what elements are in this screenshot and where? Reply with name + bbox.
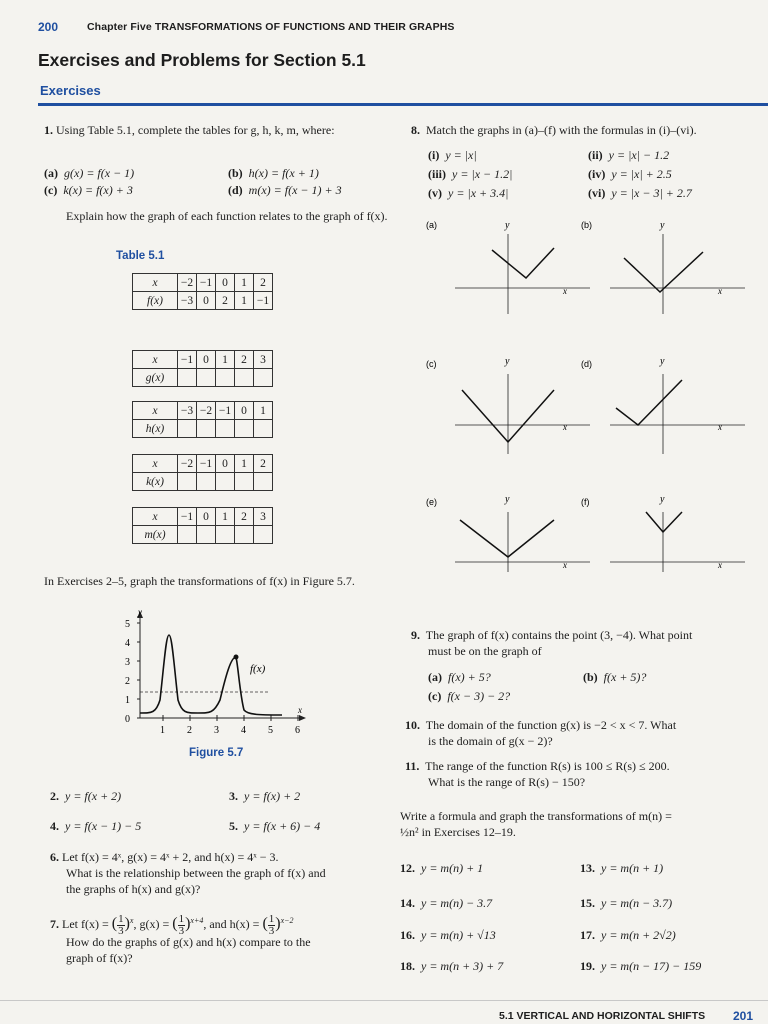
table-value-cell[interactable] (235, 420, 254, 438)
table-value-cell[interactable] (235, 526, 254, 544)
table-f (132, 273, 273, 310)
chapter-heading: Chapter Five TRANSFORMATIONS OF FUNCTIONS AND THEIR GRAPHS (87, 21, 455, 33)
ex9-part-a: (a) f(x) + 5? (428, 670, 491, 684)
svg-text:y: y (660, 220, 665, 231)
table-row-label: g(x) (133, 369, 178, 387)
x-axis-arrow (299, 715, 306, 721)
table-value-cell[interactable] (197, 369, 216, 387)
formula-iv: (iv) y = |x| + 2.5 (588, 167, 672, 181)
table-value-cell[interactable] (235, 473, 254, 491)
table-value-cell[interactable] (178, 369, 197, 387)
graph-c (426, 356, 590, 454)
graph-d (581, 356, 745, 454)
table-row-label: f(x) (133, 292, 178, 310)
svg-text:(d): (d) (581, 359, 592, 369)
table-x-cell: −1 (197, 455, 216, 473)
table-x-cell: 1 (216, 508, 235, 526)
svg-text:x: x (718, 286, 722, 296)
section-subtitle: Exercises (40, 83, 101, 98)
ex1-part-d: (d) m(x) = f(x − 1) + 3 (228, 183, 342, 197)
svg-text:y: y (660, 494, 665, 505)
exercise-9: 9. The graph of f(x) contains the point (3, −4). What point must be on the graph of (411, 628, 693, 658)
fig-xlabel: x (298, 705, 302, 715)
table-value-cell[interactable] (216, 526, 235, 544)
table-header-cell: x (133, 351, 178, 369)
ex1-part-b: (b) h(x) = f(x + 1) (228, 166, 319, 180)
section-title: Exercises and Problems for Section 5.1 (38, 50, 366, 70)
table-x-cell: −1 (178, 351, 197, 369)
value-table (132, 350, 273, 387)
table-x-cell: −2 (178, 455, 197, 473)
footer-page-number: 201 (733, 1009, 754, 1023)
table-value-cell[interactable] (254, 473, 273, 491)
table-value-cell[interactable] (178, 526, 197, 544)
table-value-cell[interactable] (254, 526, 273, 544)
table-x-cell: −2 (197, 402, 216, 420)
y-tick-label: 4 (125, 638, 130, 649)
table-x-cell: 3 (254, 508, 273, 526)
exercise-18: 18. y = m(n + 3) + 7 (400, 959, 504, 973)
x-tick-label: 3 (214, 725, 219, 736)
ex9-part-c: (c) f(x − 3) − 2? (428, 689, 511, 703)
table-value-cell: 1 (235, 292, 254, 310)
exercise-7: 7. Let $f(x) = (\frac{1}{3})^x$, $g(x) = (\frac{1}{3})^{x+4}$, and $h(x) = (\frac{1}{3})^{x-2}$ How do the graphs of g(x) and h(x) compare to the graph of f(x)? (50, 912, 311, 965)
table-x-cell: 1 (235, 274, 254, 292)
table-value-cell: −3 (178, 292, 197, 310)
curve-f (140, 635, 282, 715)
svg-text:(b): (b) (581, 220, 592, 230)
ex2-5-intro: In Exercises 2–5, graph the transformations of f(x) in Figure 5.7. (44, 574, 355, 588)
formula-ii: (ii) y = |x| − 1.2 (588, 148, 670, 162)
figure-caption: Figure 5.7 (189, 747, 244, 759)
graph-e (426, 494, 590, 572)
exercise-13: 13. y = m(n + 1) (580, 861, 664, 875)
y-tick-label: 3 (125, 657, 130, 668)
table-value-cell: 0 (197, 292, 216, 310)
exercise-8: 8. Match the graphs in (a)–(f) with the formulas in (i)–(vi). (411, 123, 697, 137)
footer-section: 5.1 VERTICAL AND HORIZONTAL SHIFTS (499, 1010, 706, 1022)
exercise-12: 12. y = m(n) + 1 (400, 861, 484, 875)
table-x-cell: 2 (254, 274, 273, 292)
svg-text:y: y (505, 356, 510, 367)
page-number: 200 (38, 20, 59, 34)
table-x-cell: 2 (235, 508, 254, 526)
section-rule (38, 103, 768, 106)
svg-text:x: x (718, 422, 722, 432)
ex1-explain: Explain how the graph of each function relates to the graph of f(x). (66, 209, 388, 223)
svg-text:x: x (563, 422, 567, 432)
table-x-cell: 0 (216, 274, 235, 292)
table-value-cell[interactable] (178, 420, 197, 438)
exercise-number: 1. (44, 123, 53, 137)
table-k (132, 454, 273, 491)
y-tick-label: 1 (125, 695, 130, 706)
table-value-cell[interactable] (235, 369, 254, 387)
table-value-cell[interactable] (197, 526, 216, 544)
graph-f (581, 494, 745, 572)
graph-b (581, 220, 745, 314)
svg-text:x: x (718, 560, 722, 570)
y-tick-label: 2 (125, 676, 130, 687)
table-x-cell: 0 (235, 402, 254, 420)
table-row-label: h(x) (133, 420, 178, 438)
table-x-cell: 3 (254, 351, 273, 369)
table-header-cell: x (133, 455, 178, 473)
table-x-cell: 0 (216, 455, 235, 473)
match-graphs (420, 212, 760, 582)
footer-rule (0, 1000, 768, 1001)
table-caption: Table 5.1 (116, 250, 165, 262)
formula-i: (i) y = |x| (428, 148, 477, 162)
fig-ylabel: y (138, 607, 142, 617)
ex1-part-c: (c) k(x) = f(x) + 3 (44, 183, 133, 197)
x-tick-label: 6 (295, 725, 300, 736)
table-value-cell[interactable] (197, 420, 216, 438)
x-tick-label: 5 (268, 725, 273, 736)
table-m (132, 507, 273, 544)
x-tick-label: 4 (241, 725, 246, 736)
table-x-cell: −1 (178, 508, 197, 526)
value-table (132, 273, 273, 310)
table-header-cell: x (133, 402, 178, 420)
table-x-cell: 2 (254, 455, 273, 473)
svg-text:y: y (660, 356, 665, 367)
exercise-16: 16. y = m(n) + √13 (400, 928, 496, 942)
table-x-cell: 1 (216, 351, 235, 369)
table-value-cell[interactable] (216, 369, 235, 387)
exercise-15: 15. y = m(n − 3.7) (580, 896, 673, 910)
table-x-cell: −1 (197, 274, 216, 292)
table-x-cell: −3 (178, 402, 197, 420)
table-value-cell[interactable] (254, 369, 273, 387)
formula-vi: (vi) y = |x − 3| + 2.7 (588, 186, 692, 200)
table-value-cell[interactable] (178, 473, 197, 491)
svg-text:(f): (f) (581, 497, 590, 507)
svg-text:(e): (e) (426, 497, 437, 507)
exercise-14: 14. y = m(n) − 3.7 (400, 896, 493, 910)
svg-text:x: x (563, 560, 567, 570)
table-x-cell: −2 (178, 274, 197, 292)
table-g (132, 350, 273, 387)
value-table (132, 401, 273, 438)
exercise-10: 10. The domain of the function g(x) is −2 < x < 7. What is the domain of g(x − 2)? (405, 718, 677, 748)
table-h (132, 401, 273, 438)
exercise-4: 4. y = f(x − 1) − 5 (50, 819, 142, 833)
table-value-cell[interactable] (254, 420, 273, 438)
x-tick-label: 1 (160, 725, 165, 736)
svg-text:x: x (563, 286, 567, 296)
exercise-text: Using Table 5.1, complete the tables for g, h, k, m, where: (56, 123, 335, 137)
table-row-label: k(x) (133, 473, 178, 491)
table-header-cell: x (133, 508, 178, 526)
exercise-5: 5. y = f(x + 6) − 4 (229, 819, 321, 833)
table-x-cell: 2 (235, 351, 254, 369)
value-table (132, 454, 273, 491)
figure-5-7 (110, 605, 330, 745)
table-header-cell: x (133, 274, 178, 292)
table-value-cell[interactable] (197, 473, 216, 491)
table-value-cell: −1 (254, 292, 273, 310)
svg-text:y: y (505, 220, 510, 231)
ex9-part-b: (b) f(x + 5)? (583, 670, 647, 684)
exercise-1 (44, 122, 384, 138)
table-value-cell[interactable] (216, 420, 235, 438)
formula-v: (v) y = |x + 3.4| (428, 186, 509, 200)
table-x-cell: −1 (216, 402, 235, 420)
exercise-17: 17. y = m(n + 2√2) (580, 928, 676, 942)
ex1-part-a: (a) g(x) = f(x − 1) (44, 166, 135, 180)
table-row-label: m(x) (133, 526, 178, 544)
exercise-19: 19. y = m(n − 17) − 159 (580, 959, 702, 973)
table-x-cell: 1 (235, 455, 254, 473)
x-tick-label: 2 (187, 725, 192, 736)
table-x-cell: 0 (197, 351, 216, 369)
table-value-cell[interactable] (216, 473, 235, 491)
y-tick-label: 5 (125, 619, 130, 630)
exercise-11: 11. The range of the function R(s) is 100 ≤ R(s) ≤ 200. What is the range of R(s) − 150? (405, 759, 670, 789)
y-tick-label: 0 (125, 714, 130, 725)
value-table (132, 507, 273, 544)
table-value-cell: 2 (216, 292, 235, 310)
curve-point (234, 655, 239, 660)
exercise-3: 3. y = f(x) + 2 (229, 789, 301, 803)
curve-label: f(x) (250, 663, 266, 675)
table-x-cell: 1 (254, 402, 273, 420)
exercise-2: 2. y = f(x + 2) (50, 789, 122, 803)
graph-a (426, 220, 590, 314)
svg-text:y: y (505, 494, 510, 505)
formula-iii: (iii) y = |x − 1.2| (428, 167, 513, 181)
ex12-19-intro: Write a formula and graph the transformations of m(n) = ½n² in Exercises 12–19. (400, 809, 672, 839)
exercise-6: 6. Let f(x) = 4ˣ, g(x) = 4ˣ + 2, and h(x) = 4ˣ − 3. What is the relationship between the graph of f(x) and the graphs of h(x) and g(x)? (50, 850, 326, 896)
svg-text:(a): (a) (426, 220, 437, 230)
table-x-cell: 0 (197, 508, 216, 526)
svg-text:(c): (c) (426, 359, 437, 369)
